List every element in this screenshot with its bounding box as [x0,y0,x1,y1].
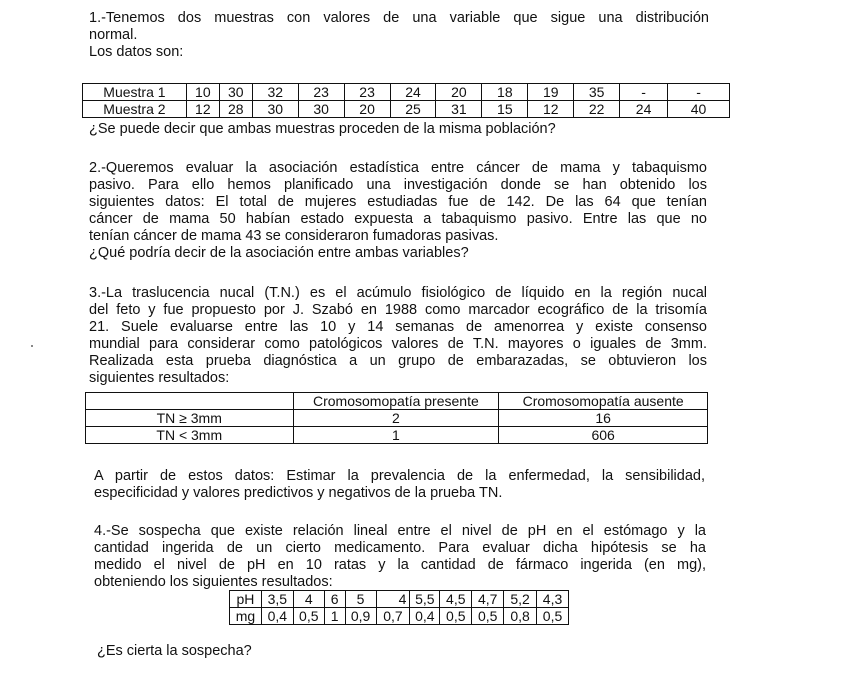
q3-line: siguientes resultados: [89,370,230,386]
table-cell: 24 [620,101,668,118]
row-label: mg [230,608,262,625]
table-row [86,410,708,427]
table-cell: 0,5 [293,608,324,625]
q2-line: siguientes datos: El total de mujeres estudiadas fue de 142. De las 64 que tenían [89,194,707,210]
table-cell: 4 [293,591,324,608]
table-row [83,84,730,101]
table-cell: 0,7 [376,608,410,625]
q3-followup-line: A partir de estos datos: Estimar la prevalencia de la enfermedad, la sensibilidad, [94,468,705,484]
table-cell: 0,4 [261,608,293,625]
q2-line: tenían cáncer de mama 43 se consideraron fumadoras pasivas. [89,228,499,244]
table-cell: 12 [186,101,219,118]
table-cell: 30 [219,84,252,101]
table-row [230,608,569,625]
table-cell: 1 [324,608,345,625]
table-cell: 4 [376,591,410,608]
table-cell: 31 [436,101,482,118]
q3-diagnostic-table [85,392,708,444]
q4-line: 4.-Se sospecha que existe relación lineal entre el nivel de pH en el estómago y la [94,523,706,539]
row-label: TN ≥ 3mm [86,410,294,427]
scan-speck [31,345,33,347]
table-cell: - [620,84,668,101]
table-cell: 5 [345,591,376,608]
column-header: Cromosomopatía presente [293,393,499,410]
table-header-row [86,393,708,410]
q1-samples-table [82,83,730,118]
table-cell: 25 [390,101,436,118]
q1-line: Los datos son: [89,44,184,60]
table-cell: 15 [482,101,528,118]
table-cell: 0,5 [440,608,472,625]
table-cell: 24 [390,84,436,101]
row-label: Muestra 1 [83,84,187,101]
table-cell: 2 [293,410,499,427]
table-cell: 606 [499,427,708,444]
q3-paragraph [89,285,707,387]
q4-paragraph [94,523,706,591]
table-cell: 12 [528,101,574,118]
table-cell: 0,5 [472,608,504,625]
table-cell: 10 [186,84,219,101]
table-cell: 28 [219,101,252,118]
q2-question: ¿Qué podría decir de la asociación entre ambas variables? [89,245,469,261]
q3-line: del feto y fue propuesto por J. Szabó en 1988 como marcador ecográfico de la trisomía [89,302,707,318]
q3-line: 21. Suele evaluarse entre las 10 y 14 semanas de amenorrea y existe consenso [89,319,707,335]
table-cell: 4,7 [472,591,504,608]
table-row [230,591,569,608]
table-cell: 3,5 [261,591,293,608]
table-cell: 30 [252,101,298,118]
table-cell: 6 [324,591,345,608]
q4-line: medido el nivel de pH en 10 ratas y la cantidad de fármaco ingerida (en mg), [94,557,706,573]
q1-line: normal. [89,27,138,43]
column-header [86,393,294,410]
table-cell: 4,5 [440,591,472,608]
table-row [83,101,730,118]
table-cell: 1 [293,427,499,444]
q1-line: 1.-Tenemos dos muestras con valores de una variable que sigue una distribución [89,10,709,26]
q4-question: ¿Es cierta la sospecha? [97,643,252,659]
q4-line: cantidad ingerida de un cierto medicamento. Para evaluar dicha hipótesis se ha [94,540,706,556]
q3-followup [94,468,705,502]
table-cell: 20 [436,84,482,101]
q4-ph-table [229,590,569,625]
column-header: Cromosomopatía ausente [499,393,708,410]
q2-line: pasivo. Para ello hemos planificado una investigación donde se han obtenido los [89,177,707,193]
table-cell: 30 [298,101,344,118]
table-cell: 0,4 [410,608,440,625]
q1-question: ¿Se puede decir que ambas muestras proceden de la misma población? [89,121,556,137]
q3-followup-line: especificidad y valores predictivos y negativos de la prueba TN. [94,485,503,501]
table-cell: 5,2 [504,591,537,608]
table-cell: 18 [482,84,528,101]
q2-line: 2.-Queremos evaluar la asociación estadística entre cáncer de mama y tabaquismo [89,160,707,176]
table-cell: 35 [574,84,620,101]
q2-line: cáncer de mama 50 habían estado expuesta a tabaquismo pasivo. Entre las que no [89,211,707,227]
table-cell: 22 [574,101,620,118]
table-cell: 4,3 [537,591,569,608]
table-cell: 20 [344,101,390,118]
table-cell: 23 [344,84,390,101]
row-label: pH [230,591,262,608]
row-label: Muestra 2 [83,101,187,118]
table-cell: 16 [499,410,708,427]
row-label: TN < 3mm [86,427,294,444]
table-cell: 5,5 [410,591,440,608]
q2-paragraph [89,160,707,262]
q3-line: 3.-La traslucencia nucal (T.N.) es el acúmulo fisiológico de líquido en la región nucal [89,285,707,301]
table-cell: - [668,84,730,101]
table-cell: 23 [298,84,344,101]
q1-intro [89,10,709,61]
q3-line: Realizada esta prueba diagnóstica a un grupo de embarazadas, se obtuvieron los [89,353,707,369]
q4-line: obteniendo los siguientes resultados: [94,574,333,590]
table-cell: 19 [528,84,574,101]
q3-line: mundial para considerar como patológicos valores de T.N. mayores o iguales de 3mm. [89,336,707,352]
table-cell: 0,8 [504,608,537,625]
table-cell: 0,5 [537,608,569,625]
table-cell: 40 [668,101,730,118]
table-cell: 32 [252,84,298,101]
table-cell: 0,9 [345,608,376,625]
table-row [86,427,708,444]
